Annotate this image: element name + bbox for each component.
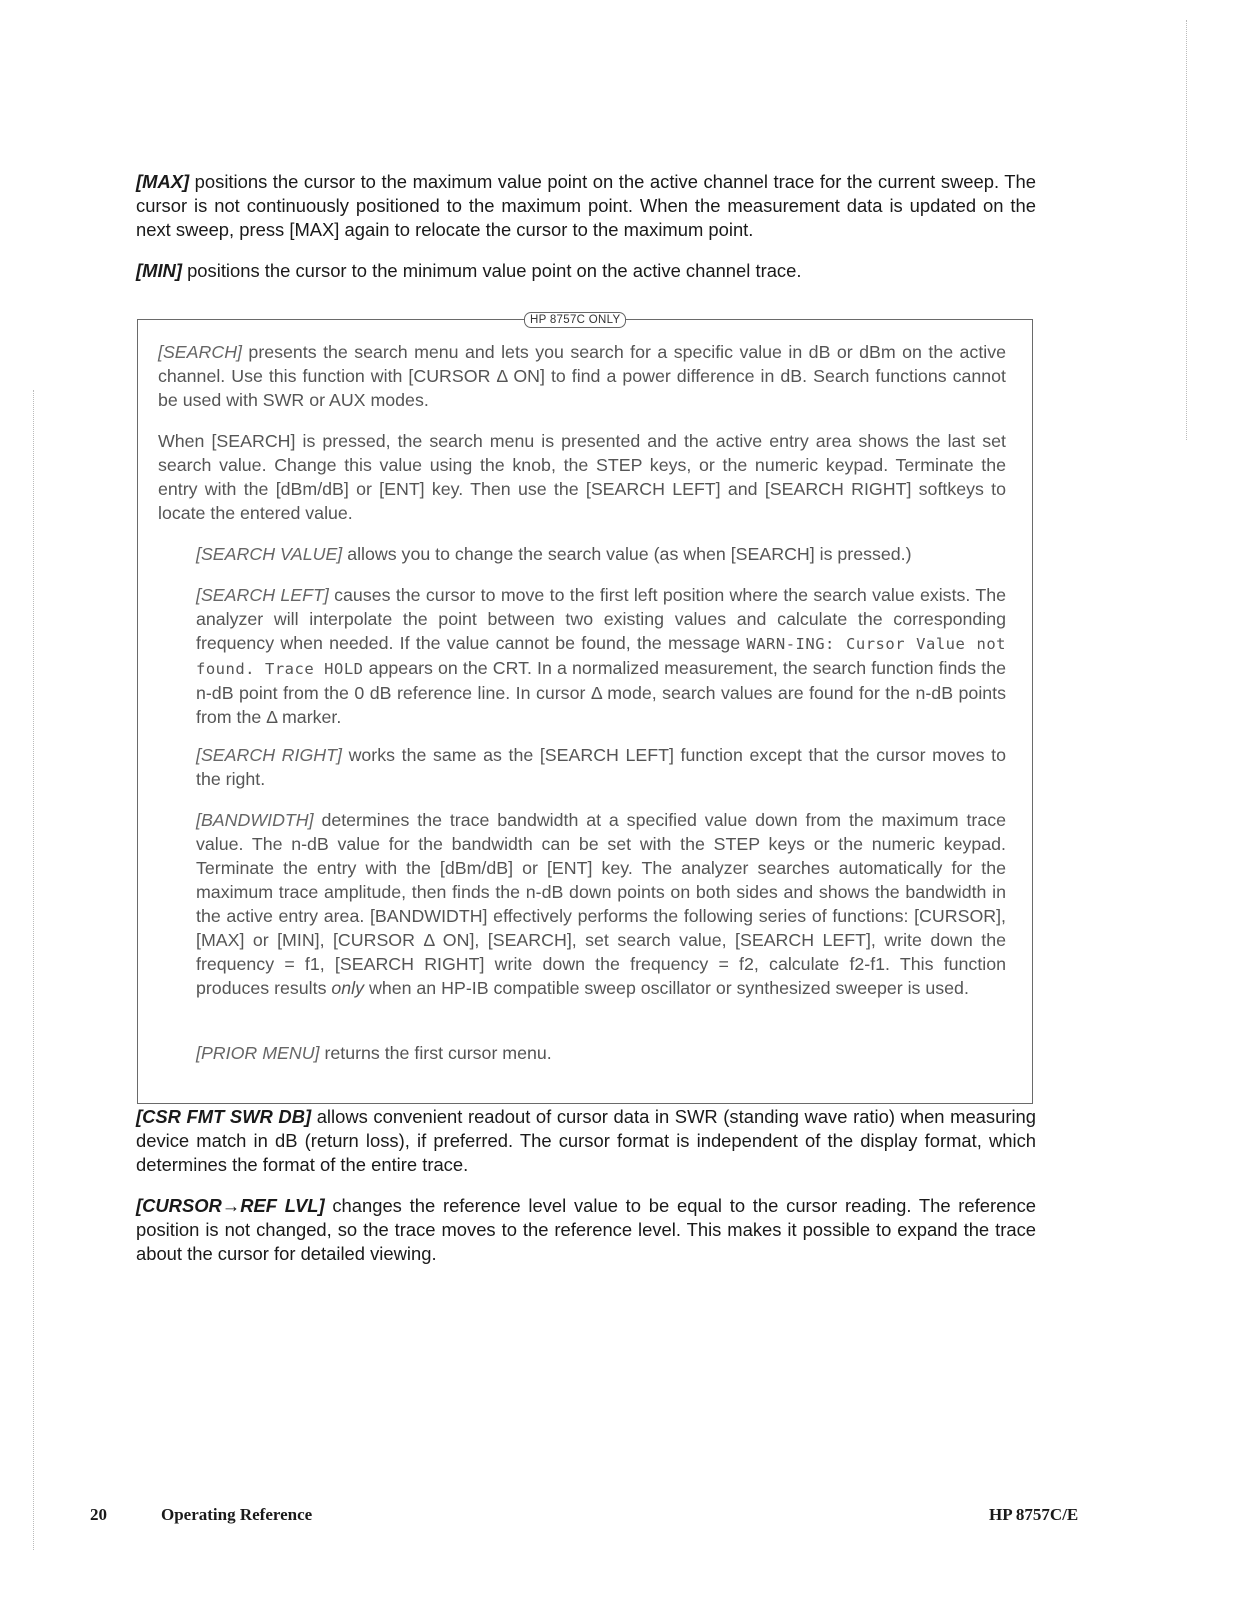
bandwidth-text-b: when an HP-IB compatible sweep oscillator or synthesized sweeper is used. [364, 978, 969, 998]
cursor-ref-key: [CURSOR→REF LVL] [136, 1195, 325, 1216]
search-value-paragraph [196, 542, 1006, 566]
search-right-paragraph [196, 743, 1006, 791]
bandwidth-paragraph [196, 808, 1006, 1000]
hp8757c-only-tag: HP 8757C ONLY [524, 312, 626, 328]
footer-model: HP 8757C/E [989, 1505, 1079, 1524]
prior-menu-key: [PRIOR MENU] [196, 1043, 320, 1063]
hp8757c-only-box [137, 314, 1033, 1104]
search-value-key: [SEARCH VALUE] [196, 544, 343, 564]
search-left-text-b: appears on the CRT. In a normalized measurement, the search function finds the n-dB point from the 0 dB reference line. In cursor Δ mode, search values are found for the n-dB points from the Δ marker. [196, 658, 1007, 727]
search-text: presents the search menu and lets you search for a specific value in dB or dBm on the active channel. Use this function with [CURSOR Δ ON] to find a power difference in dB. Search functions cannot be used with SWR or AUX modes. [158, 342, 1006, 410]
bandwidth-text-a: determines the trace bandwidth at a specified value down from the maximum trace value. The n-dB value for the bandwidth can be set with the STEP keys or the numeric keypad. Terminate the entry with the [dBm/dB] or [ENT] key. The analyzer searches automatically for the maximum trace amplitude, then finds the n-dB down points on both sides and shows the bandwidth in the active entry area. [BANDWIDTH] effectively performs the following series of functions: [CURSOR], [MAX] or [MIN], [CURSOR Δ ON], [SEARCH], set search value, [SEARCH LEFT], write down the frequency = f1, [SEARCH RIGHT] write down the frequency = f2, calculate f2-f1. This function produces results [196, 810, 1006, 998]
search-left-paragraph [196, 583, 1006, 729]
search-value-text: allows you to change the search value (as when [SEARCH] is pressed.) [342, 544, 912, 564]
footer-section-title: Operating Reference [161, 1505, 313, 1524]
cursor-ref-paragraph [136, 1194, 1036, 1266]
search-right-text: works the same as the [SEARCH LEFT] function except that the cursor moves to the right. [196, 745, 1006, 789]
search-left-key: [SEARCH LEFT] [196, 585, 329, 605]
bandwidth-emph: only [331, 978, 365, 998]
max-text: positions the cursor to the maximum value point on the active channel trace for the current sweep. The cursor is not continuously positioned to the maximum point. When the measurement data is updated on the next sweep, press [MAX] again to relocate the cursor to the maximum point. [136, 171, 1036, 240]
max-key: [MAX] [136, 171, 190, 192]
search-left-text-a: causes the cursor to move to the first left position where the search value exists. The analyzer will interpolate the point between two existing values and calculate the corresponding frequency when needed. If the value cannot be found, the message [196, 585, 1007, 653]
page-number: 20 [90, 1505, 107, 1524]
search-paragraph [158, 340, 1006, 412]
cursor-ref-text: changes the reference level value to be equal to the cursor reading. The reference position is not changed, so the trace moves to the reference level. This makes it possible to expand the trace about the cursor for detailed viewing. [136, 1195, 1036, 1264]
csr-fmt-text: allows convenient readout of cursor data in SWR (standing wave ratio) when measuring device match in dB (return loss), if preferred. The cursor format is independent of the display format, which determines the format of the entire trace. [136, 1106, 1036, 1175]
min-text: positions the cursor to the minimum value point on the active channel trace. [181, 260, 802, 281]
search-right-key: [SEARCH RIGHT] [196, 745, 342, 765]
search-left-message: WARN-ING: Cursor Value not found. Trace HOLD [196, 635, 1006, 678]
csr-fmt-key: [CSR FMT SWR DB] [136, 1106, 312, 1127]
prior-menu-paragraph [196, 1041, 1006, 1065]
bandwidth-key: [BANDWIDTH] [196, 810, 314, 830]
min-key: [MIN] [136, 260, 182, 281]
csr-fmt-paragraph [136, 1105, 1036, 1177]
when-search-paragraph [158, 429, 1006, 525]
scan-edge-right [1186, 20, 1187, 440]
search-key: [SEARCH] [158, 342, 242, 362]
prior-menu-text: returns the first cursor menu. [319, 1043, 552, 1063]
max-paragraph [136, 170, 1036, 242]
when-search-text: When [SEARCH] is pressed, the search menu is presented and the active entry area shows the last set search value. Change this value using the knob, the STEP keys, or the numeric keypad. Terminate the entry with the [dBm/dB] or [ENT] key. Then use the [SEARCH LEFT] and [SEARCH RIGHT] softkeys to locate the entered value. [158, 431, 1006, 523]
min-paragraph [136, 259, 1036, 283]
scan-edge-left [33, 390, 34, 1550]
